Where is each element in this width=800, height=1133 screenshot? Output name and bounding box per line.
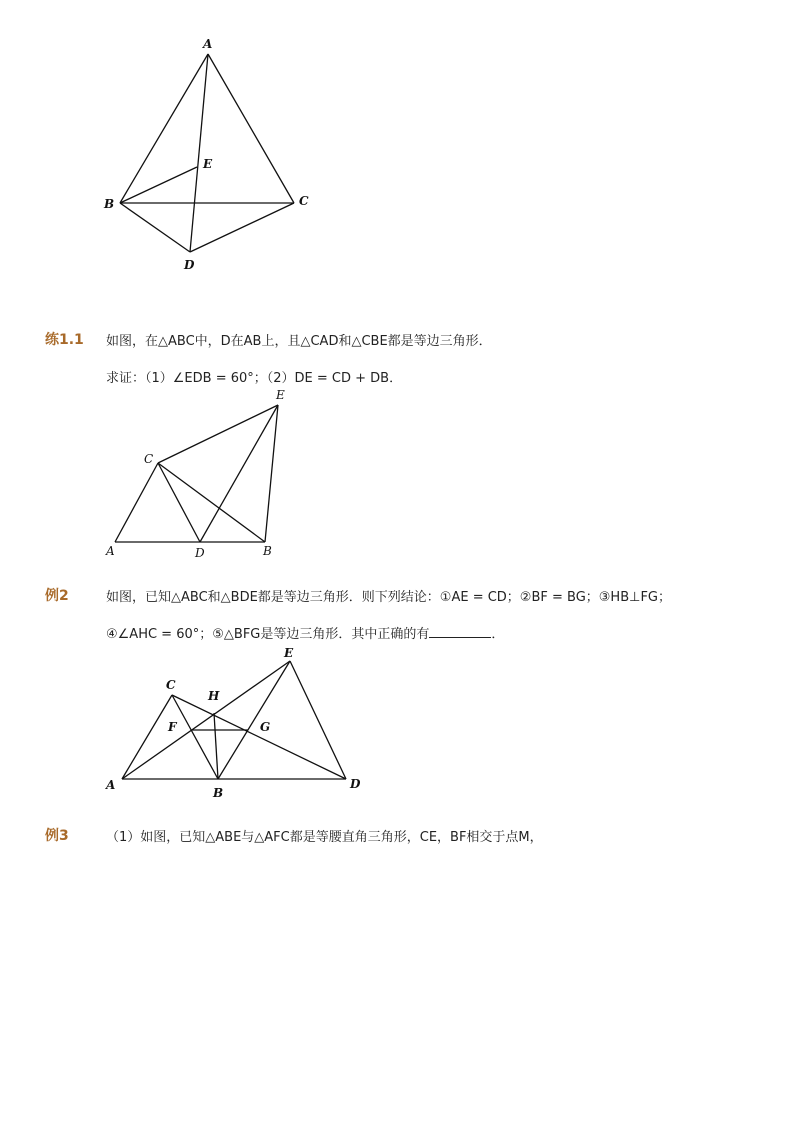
example-text-2-pre: ④∠AHC = 60°；⑤△BFG是等边三角形．其中正确的有 — [106, 627, 430, 642]
point-E: E — [203, 157, 213, 171]
example-label-3: 例3 — [45, 828, 69, 844]
example-label: 例2 — [45, 588, 69, 604]
point-B: B — [213, 786, 224, 800]
figure-2 — [100, 385, 300, 560]
exercise-text: 如图，在△ABC中，D在AB上，且△CAD和△CBE都是等边三角形． — [106, 334, 492, 349]
point-D: D — [350, 777, 361, 791]
answer-blank[interactable] — [429, 625, 491, 638]
exercise-prove: 求证：（1）∠EDB = 60°；（2）DE = CD + DB． — [106, 371, 403, 386]
point-A: A — [106, 544, 115, 558]
exercise-label: 练1.1 — [45, 332, 84, 348]
example-3-text: （1）如图，已知△ABE与△AFC都是等腰直角三角形，CE，BF相交于点M， — [106, 830, 543, 845]
point-B: B — [104, 197, 115, 211]
figure-3 — [100, 643, 370, 803]
figure-1 — [95, 30, 325, 275]
point-G: G — [260, 720, 271, 734]
example-text-2-post: ． — [491, 627, 505, 642]
example-text-2 — [106, 623, 504, 642]
example-text: 如图，已知△ABC和△BDE都是等边三角形．则下列结论：①AE = CD；②BF = BG；③HB⊥FG； — [106, 590, 671, 605]
point-E: E — [284, 646, 294, 660]
point-D: D — [195, 546, 205, 560]
point-D: D — [184, 258, 195, 272]
point-H: H — [208, 689, 220, 703]
point-C: C — [144, 452, 154, 466]
point-E: E — [276, 388, 285, 402]
point-F: F — [168, 720, 177, 734]
point-C: C — [299, 194, 309, 208]
point-A: A — [203, 37, 213, 51]
point-A: A — [106, 778, 116, 792]
point-C: C — [166, 678, 176, 692]
point-B: B — [263, 544, 272, 558]
